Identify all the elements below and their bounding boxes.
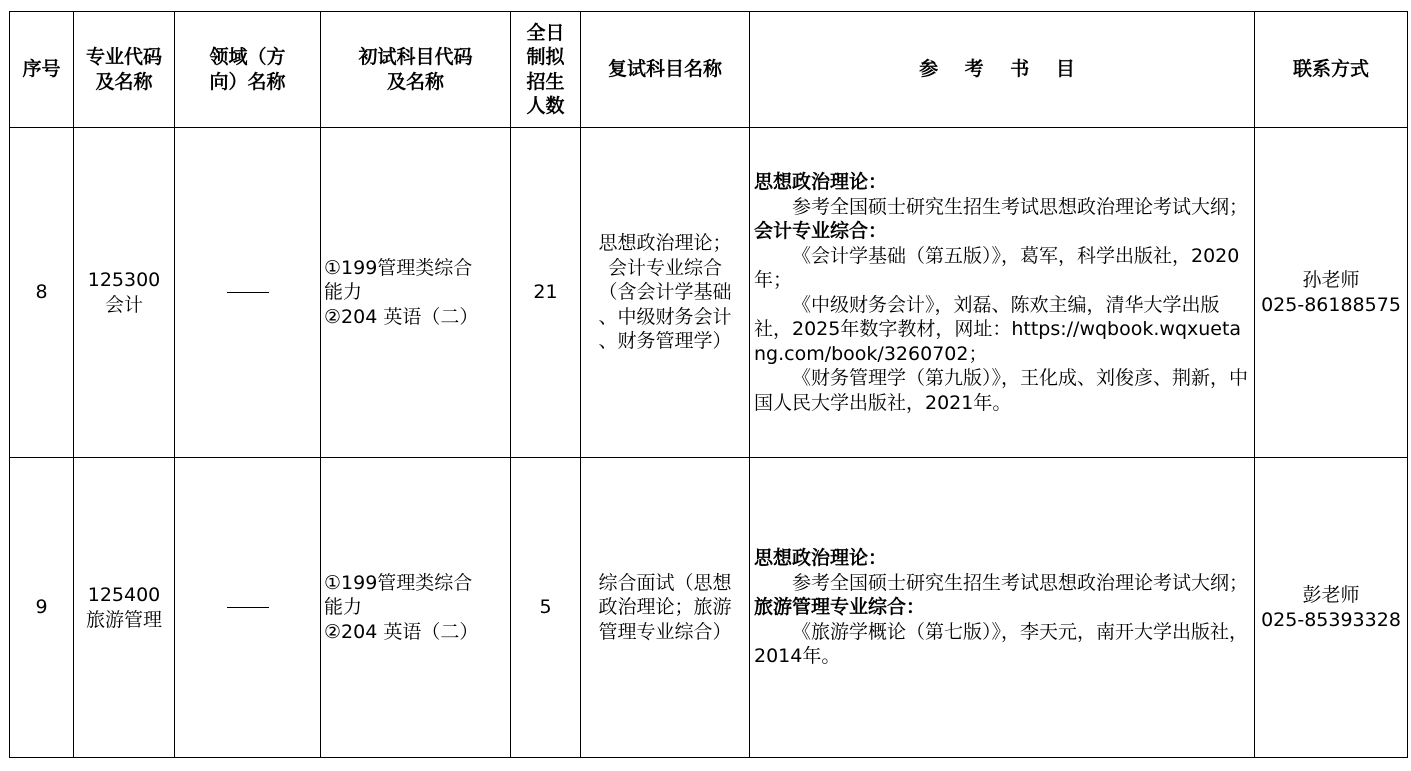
field-dash (227, 292, 269, 293)
contact-phone: 025-86188575 (1261, 293, 1401, 316)
header-major-code-line2: 及名称 (95, 70, 153, 93)
books-entry: 参考全国硕士研究生招生考试思想政治理论考试大纲； (792, 195, 1249, 218)
header-books-label: 参 考 书 目 (919, 58, 1085, 81)
contact-name: 彭老师 (1302, 584, 1360, 606)
major-name: 旅游管理 (85, 608, 162, 631)
retest-line: 管理专业综合） (598, 620, 732, 643)
books-entry: 《会计学基础（第五版）》，葛军，科学出版社，2020年； (754, 244, 1240, 291)
books-entry: 《中级财务会计》，刘磊、陈欢主编，清华大学出版社，2025年数字教材，网址：https://wqbook.wqxuetang.com/book/3260702； (754, 293, 1242, 365)
books-section-heading: 思想政治理论： (754, 171, 888, 193)
major-cell (74, 128, 175, 458)
contact-name: 孙老师 (1302, 269, 1360, 291)
header-contact: 联系方式 (1255, 12, 1408, 128)
quota-cell: 5 (511, 458, 581, 758)
header-quota-line3: 招生 (526, 70, 565, 93)
exam-line: ①199管理类综合 (324, 256, 473, 279)
admission-table (9, 11, 1408, 758)
retest-cell (581, 458, 750, 758)
contact-phone: 025-85393328 (1261, 608, 1401, 631)
header-exam-line2: 及名称 (386, 70, 444, 93)
quota-cell: 21 (511, 128, 581, 458)
exam-line: ②204 英语（二） (324, 620, 479, 643)
field-cell (175, 458, 321, 758)
books-section-heading: 旅游管理专业综合： (754, 596, 926, 619)
header-retest: 复试科目名称 (581, 12, 750, 128)
exam-line: ①199管理类综合 (324, 571, 473, 594)
header-field-line2: 向）名称 (209, 70, 286, 93)
retest-line: 思想政治理论； (598, 232, 732, 255)
header-row (10, 12, 1408, 128)
header-field-line1: 领域（方 (209, 46, 286, 68)
header-seq: 序号 (10, 12, 74, 128)
retest-line: 会计专业综合 (607, 256, 722, 279)
major-name: 会计 (104, 293, 143, 316)
table-row (10, 128, 1408, 458)
header-quota-line4: 人数 (526, 95, 565, 117)
books-entry: 参考全国硕士研究生招生考试思想政治理论考试大纲； (792, 571, 1249, 594)
header-quota-line2: 制拟 (526, 46, 565, 68)
retest-line: 、中级财务会计 (598, 305, 732, 328)
field-dash (227, 607, 269, 608)
retest-cell (581, 128, 750, 458)
exam-line: 能力 (324, 596, 363, 619)
major-code: 125300 (87, 269, 161, 291)
contact-cell (1255, 128, 1408, 458)
retest-line: 综合面试（思想 (598, 571, 732, 594)
seq-cell: 8 (10, 128, 74, 458)
books-entry: 《财务管理学（第九版）》，王化成、刘俊彦、荆新，中国人民大学出版社，2021年。 (754, 367, 1249, 414)
retest-line: （含会计学基础 (598, 281, 732, 304)
contact-cell (1255, 458, 1408, 758)
seq-cell: 9 (10, 458, 74, 758)
retest-line: 、财务管理学） (598, 330, 732, 353)
header-books (750, 12, 1255, 128)
exam-line: ②204 英语（二） (324, 305, 479, 328)
books-cell (750, 128, 1255, 458)
table-row (10, 458, 1408, 758)
header-field (175, 12, 321, 128)
exam-cell (321, 128, 511, 458)
header-exam-line1: 初试科目代码 (358, 46, 473, 68)
books-section-heading: 思想政治理论： (754, 547, 888, 570)
header-quota-line1: 全日 (526, 21, 565, 44)
header-quota (511, 12, 581, 128)
books-entry: 《旅游学概论（第七版）》，李天元，南开大学出版社，2014年。 (754, 620, 1249, 668)
header-major-code (74, 12, 175, 128)
books-section-heading: 会计专业综合： (754, 220, 888, 242)
field-cell (175, 128, 321, 458)
header-exam-subjects (321, 12, 511, 128)
exam-cell (321, 458, 511, 758)
retest-line: 政治理论；旅游 (598, 596, 732, 619)
header-major-code-line1: 专业代码 (85, 46, 162, 68)
major-code: 125400 (87, 584, 161, 606)
major-cell (74, 458, 175, 758)
books-cell (750, 458, 1255, 758)
exam-line: 能力 (324, 281, 363, 304)
